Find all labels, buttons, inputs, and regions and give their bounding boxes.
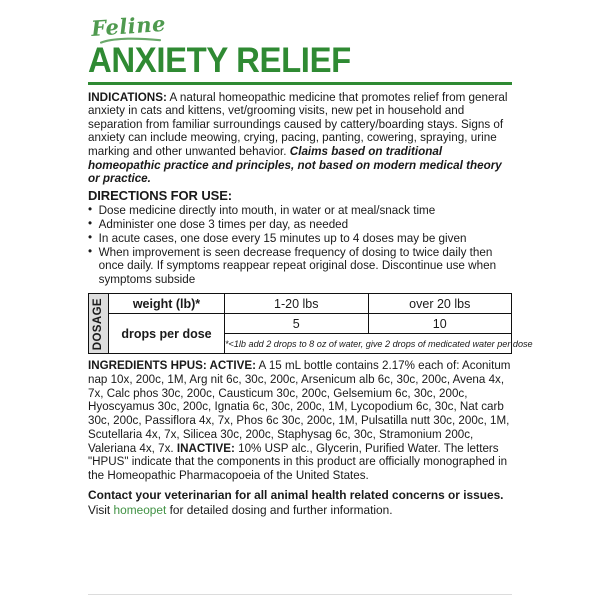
brand-script-feline: Feline	[90, 10, 167, 41]
dosage-side-label: DOSAGE	[91, 297, 104, 350]
list-item: • Administer one dose 3 times per day, as needed	[88, 218, 512, 232]
ingredients-active-label: ACTIVE:	[206, 358, 256, 373]
indications-claims-disclaimer: Claims based on traditional homeopathic practice and principles, not based on modern medical theory or practice.	[88, 144, 502, 186]
table-row	[89, 314, 512, 334]
weight-range-1: 1-20 lbs	[225, 294, 369, 314]
ingredients-inactive-label: INACTIVE:	[176, 440, 235, 455]
table-row	[89, 294, 512, 314]
title-divider	[88, 82, 512, 85]
directions-heading: DIRECTIONS FOR USE:	[88, 187, 232, 203]
masthead	[88, 0, 512, 85]
dosage-table	[88, 293, 533, 354]
dosage-footnote: *<1lb add 2 drops to 8 oz of water, give 2 drops of medicated water per dose	[225, 334, 512, 354]
visit-suffix: for detailed dosing and further information.	[166, 502, 393, 517]
page-title: ANXIETY RELIEF	[88, 41, 351, 80]
list-item: • Dose medicine directly into mouth, in water or at meal/snack time	[88, 204, 512, 218]
drops-value-1: 5	[225, 314, 369, 334]
weight-row-label: weight (lb)*	[109, 294, 225, 314]
indications-heading: INDICATIONS:	[88, 89, 167, 104]
label-content	[88, 0, 533, 517]
list-item: • When improvement is seen decrease frequency of dosing to twice daily then once daily. If symptoms reappear repeat original dose. Discontinue use when symptoms subside	[88, 246, 512, 288]
ingredients-inactive-body: 10% USP alc., Glycerin, Purified Water. The letters "HPUS" indicate that the components in this product are officially monographed in the Homeopathic Pharmacopoeia of the United States.	[88, 440, 508, 482]
visit-prefix: Visit	[88, 502, 114, 517]
dosage-side-label-cell	[89, 294, 109, 354]
veterinarian-contact-note: Contact your veterinarian for all animal health related concerns or issues.	[88, 487, 504, 502]
indications-body: A natural homeopathic medicine that promotes relief from general anxiety in cats and kittens, vet/grooming visits, new pet in household and separation from familiar surroundings caused by cattery/boarding stays. Signs of anxiety can include meowing, crying, pacing, panting, cowering, spraying, urine marking and other unwanted behavior.	[88, 89, 508, 159]
ingredients-heading: INGREDIENTS HPUS:	[88, 358, 207, 373]
visit-line	[88, 503, 512, 517]
list-item: • In acute cases, one dose every 15 minutes up to 4 doses may be given	[88, 232, 512, 246]
dosage-table-wrapper	[88, 293, 533, 354]
ingredients-active-body: A 15 mL bottle contains 2.17% each of: Aconitum nap 10x, 200c, 1M, Arg nit 6c, 30c, 200c, Arsenicum alb 6c, 30c, 200c, Avena 4x, 7x, Calc phos 30c, 200c, Causticum 30c, 200c, Gelsemium 6c, 30c, 200c, Hyoscyamus 30c, 200c, Ignatia 6c, 30c, 200c, 1M, Lycopodium 6c, 30c, Nat carb 30c, 200c, Passiflora 4x, 7x, Phos 6c 30c, 200c, 1M, Pulsatilla nutt 30c, 200c, 1M, Scutellaria 4x, 7x, Silicea 30c, 200c, Staphysag 6c, 30c, Stramonium 200c, Valeriana 4x, 7x.	[88, 358, 511, 455]
drops-row-label: drops per dose	[109, 314, 225, 354]
homeopet-link[interactable]: homeopet	[113, 502, 167, 517]
drops-value-2: 10	[368, 314, 512, 334]
bottom-divider	[88, 594, 512, 595]
weight-range-2: over 20 lbs	[368, 294, 512, 314]
indications-paragraph	[88, 91, 512, 186]
ingredients-paragraph	[88, 359, 511, 482]
directions-list	[88, 204, 512, 287]
